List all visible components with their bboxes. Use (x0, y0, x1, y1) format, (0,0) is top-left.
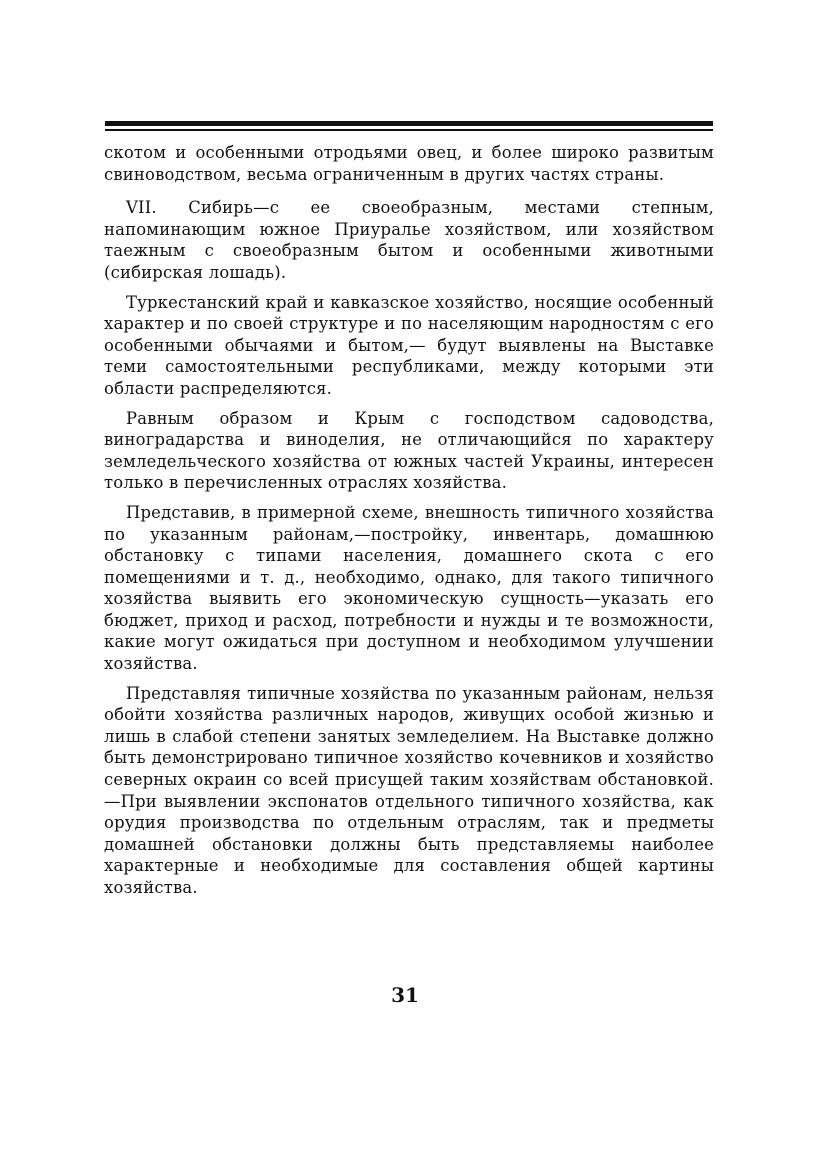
paragraph-turkestan: Туркестанский край и кавказское хозяйство, носящие особенный характер и по своей структуре и по населяющим народностям с его особенными обычаями и бытом,— будут выявлены на Выставке теми самостоятельными республиками, между которыми эти области распределяются. (104, 292, 714, 398)
page-number: 31 (391, 983, 419, 1007)
body-text (104, 142, 714, 907)
paragraph-nomads: Представляя типичные хозяйства по указанным районам, нельзя обойти хозяйства различных народов, живущих особой жизнью и лишь в слабой степени занятых земледелием. На Выставке должно быть демонстрировано типичное хозяйство кочевников и хозяйство северных окраин со всей присущей таким хозяйствам обстановкой.—При выявлении экспонатов отдельного типичного хозяйства, как орудия производства по отдельным отраслям, так и предметы домашней обстановки должны быть представляемы наиболее характерные и необходимые для составления общей картины хозяйства. (104, 683, 714, 897)
header-rule-thin (105, 129, 713, 131)
paragraph-siberia: VII. Сибирь—с ее своеобразным, местами степным, напоминающим южное Приуралье хозяйством, или хозяйством таежным с своеобразным бытом и особенными животными (сибирская лошадь). (104, 198, 714, 282)
paragraph-economic-essence: Представив, в примерной схеме, внешность типичного хозяйства по указанным районам,—постройку, инвентарь, домашнюю обстановку с типами населения, домашнего скота с его помещениями и т. д., необходимо, однако, для такого типичного хозяйства выявить его экономическую сущность—указать его бюджет, приход и расход, потребности и нужды и те возможности, какие могут ожидаться при доступном и необходимом улучшении хозяйства. (104, 502, 714, 674)
paragraph-continuation: скотом и особенными отродьями овец, и более широко развитым свиноводством, весьма ограниченным в других частях страны. (104, 143, 714, 184)
paragraph-crimea: Равным образом и Крым с господством садоводства, виноградарства и виноделия, не отличающийся по характеру земледельческого хозяйства от южных частей Украины, интересен только в перечисленных отраслях хозяйства. (104, 408, 714, 493)
header-rule-thick (105, 121, 713, 126)
